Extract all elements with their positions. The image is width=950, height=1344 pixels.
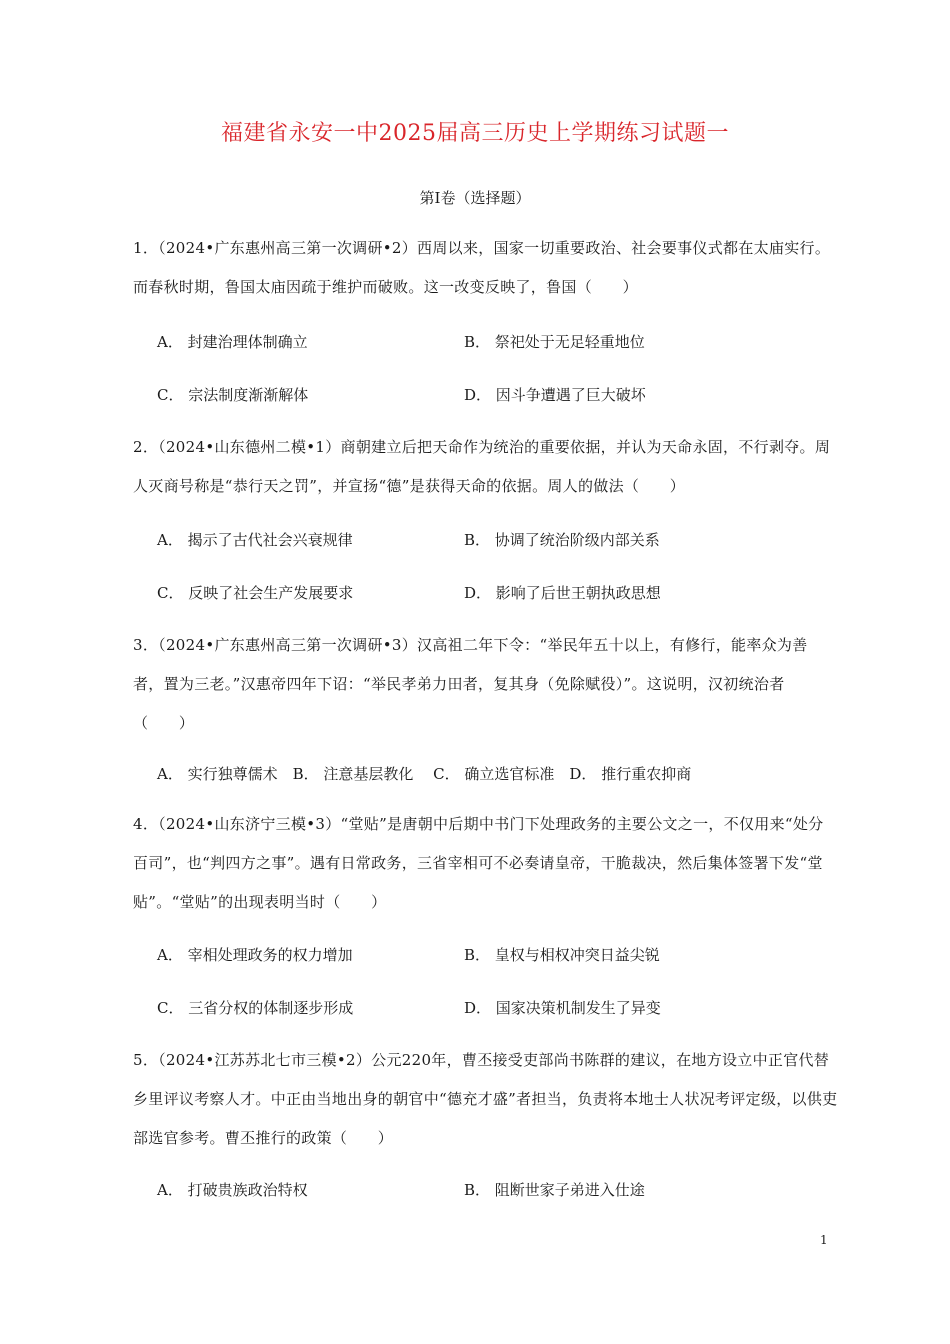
question-3-text: 3．（2024•广东惠州高三第一次调研•3）汉高祖二年下令：“举民年五十以上，有修行，能率众为善者，置为三老。”汉惠帝四年下诏：“举民孝弟力田者，复其身（免除赋役）”。这说明，汉初统治者（ ）	[133, 636, 808, 732]
question-2-text: 2．（2024•山东德州二模•1）商朝建立后把天命作为统治的重要依据，并认为天命永固，不行剥夺。周人灭商号称是“恭行天之罚”，并宣扬“德”是获得天命的依据。周人的做法（ ）	[133, 438, 831, 495]
question-5-option-b: B． 阻断世家子弟进入仕途	[464, 1181, 645, 1199]
question-4-option-c: C． 三省分权的体制逐步形成	[157, 999, 354, 1017]
question-5-text: 5．（2024•江苏苏北七市三模•2）公元220年，曹丕接受吏部尚书陈群的建议，在地方设立中正官代替乡里评议考察人才。中正由当地出身的朝官中“德充才盛”者担当，负责将本地士人状况考评定级，以供吏部选官参考。曹丕推行的政策（ ）	[133, 1051, 838, 1147]
question-2-option-b: B． 协调了统治阶级内部关系	[464, 531, 660, 549]
question-2-option-d: D． 影响了后世王朝执政思想	[464, 584, 661, 602]
question-2-option-c: C． 反映了社会生产发展要求	[157, 584, 354, 602]
question-1-option-d: D． 因斗争遭遇了巨大破坏	[464, 386, 646, 404]
question-1-text: 1．（2024•广东惠州高三第一次调研•2）西周以来，国家一切重要政治、社会要事仪式都在太庙实行。而春秋时期，鲁国太庙因疏于维护而破败。这一改变反映了，鲁国（ ）	[133, 239, 831, 296]
question-3-options: A． 实行独尊儒术 B． 注意基层教化 C． 确立选官标准 D． 推行重农抑商	[157, 765, 692, 783]
question-2-option-a: A． 揭示了古代社会兴衰规律	[157, 531, 353, 549]
page-number: 1	[820, 1233, 828, 1247]
question-4-option-d: D． 国家决策机制发生了异变	[464, 999, 661, 1017]
question-5-option-a: A． 打破贵族政治特权	[157, 1181, 308, 1199]
section-heading: 第Ⅰ卷（选择题）	[419, 189, 531, 207]
question-1-option-c: C． 宗法制度渐渐解体	[157, 386, 309, 404]
exam-title: 福建省永安一中2025届高三历史上学期练习试题一	[221, 121, 729, 146]
question-1-option-b: B． 祭祀处于无足轻重地位	[464, 333, 645, 351]
question-1-option-a: A． 封建治理体制确立	[157, 333, 308, 351]
question-4-text: 4．（2024•山东济宁三模•3）“堂贴”是唐朝中后期中书门下处理政务的主要公文之一，不仅用来“处分百司”，也“判四方之事”。遇有日常政务，三省宰相可不必奏请皇帝，干脆裁决，然后集体签署下发“堂贴”。“堂贴”的出现表明当时（ ）	[133, 815, 824, 911]
question-4-option-b: B． 皇权与相权冲突日益尖锐	[464, 946, 660, 964]
question-4-option-a: A． 宰相处理政务的权力增加	[157, 946, 353, 964]
